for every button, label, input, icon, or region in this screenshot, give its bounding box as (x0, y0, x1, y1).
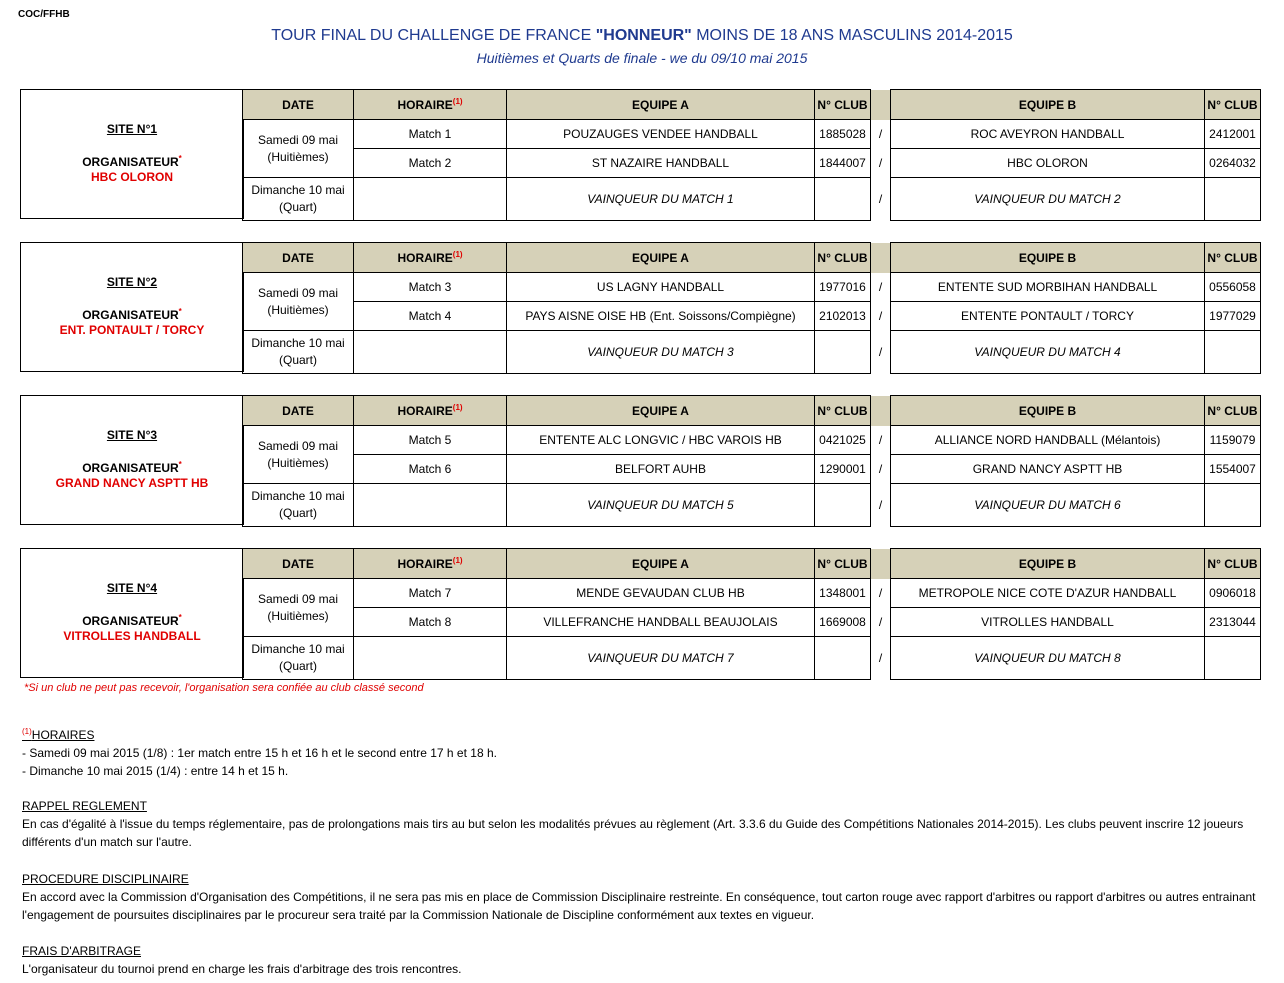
club-b-cell: 1159079 (1205, 426, 1261, 455)
organiser-name: GRAND NANCY ASPTT HB (55, 476, 209, 490)
matches-table (242, 242, 1261, 374)
horaires-line: - Samedi 09 mai 2015 (1/8) : 1er match entre 15 h et 16 h et le second entre 17 h et 18 h. (22, 746, 497, 760)
club-empty (1205, 178, 1261, 221)
organiser-label (21, 460, 243, 475)
day1-cell: Samedi 09 mai (Huitièmes) (243, 120, 354, 178)
versus-slash: / (878, 309, 883, 323)
club-empty (1205, 484, 1261, 527)
versus-slash: / (878, 280, 883, 294)
document-code: COC/FFHB (18, 9, 70, 20)
rappel-title: RAPPEL REGLEMENT (22, 799, 147, 813)
header-horaire (354, 243, 507, 273)
site-info (20, 242, 244, 372)
club-b-cell: 2412001 (1205, 120, 1261, 149)
header-team-b: EQUIPE B (891, 243, 1205, 273)
page-subtitle: Huitièmes et Quarts de finale - we du 09/10 mai 2015 (476, 50, 808, 66)
team-a-cell: ENTENTE ALC LONGVIC / HBC VAROIS HB (507, 426, 815, 455)
header-spacer (871, 549, 891, 579)
versus-slash: / (878, 156, 883, 170)
site-name: SITE N°2 (106, 275, 158, 289)
site-name: SITE N°4 (106, 581, 158, 595)
club-a-cell: 0421025 (815, 426, 871, 455)
club-empty (815, 331, 871, 374)
matches-table (242, 395, 1261, 527)
team-a-cell: VILLEFRANCHE HANDBALL BEAUJOLAIS (507, 608, 815, 637)
day2-cell: Dimanche 10 mai (Quart) (243, 637, 354, 680)
team-b-cell: HBC OLORON (891, 149, 1205, 178)
organiser-label (21, 154, 243, 169)
club-a-cell: 1348001 (815, 579, 871, 608)
organiser-name: ENT. PONTAULT / TORCY (59, 323, 205, 337)
club-a-cell: 2102013 (815, 302, 871, 331)
organiser-label-text: ORGANISATEUR (82, 155, 179, 169)
versus-slash: / (878, 433, 883, 447)
horaires-line: - Dimanche 10 mai 2015 (1/4) : entre 14 h et 15 h. (22, 764, 289, 778)
header-club-b: N° CLUB (1205, 549, 1261, 579)
site-name: SITE N°1 (106, 122, 158, 136)
header-team-a: EQUIPE A (507, 549, 815, 579)
team-a-cell: PAYS AISNE OISE HB (Ent. Soissons/Compiègne) (507, 302, 815, 331)
club-empty (1205, 331, 1261, 374)
frais-line: L'organisateur du tournoi prend en charge les frais d'arbitrage des trois rencontres. (22, 962, 462, 976)
versus-slash: / (878, 586, 883, 600)
header-team-a: EQUIPE A (507, 90, 815, 120)
header-horaire-note: (1) (452, 556, 463, 565)
horaires-note: (1) (22, 727, 32, 736)
header-team-a: EQUIPE A (507, 243, 815, 273)
title-bold: "HONNEUR" (595, 27, 692, 44)
header-date: DATE (243, 549, 354, 579)
organiser-label-text: ORGANISATEUR (82, 614, 179, 628)
rappel-line: En cas d'égalité à l'issue du temps réglementaire, pas de prolongations mais tirs au but selon les modalités prévues au règlement (Art. 3.3.6 du Guide des Compétitions Nationales 2014-2015). Les clubs peuvent inscrire 12 joueurs (22, 817, 1244, 831)
versus-slash: / (878, 345, 883, 359)
header-horaire-text: HORAIRE (397, 557, 453, 571)
header-spacer (871, 396, 891, 426)
team-b-cell: ROC AVEYRON HANDBALL (891, 120, 1205, 149)
header-horaire-text: HORAIRE (397, 251, 453, 265)
procedure-section (22, 870, 1256, 924)
winner-b-cell: VAINQUEUR DU MATCH 4 (891, 331, 1205, 374)
team-b-cell: ENTENTE PONTAULT / TORCY (891, 302, 1205, 331)
site-info (20, 548, 244, 678)
header-date: DATE (243, 90, 354, 120)
header-club-a: N° CLUB (815, 396, 871, 426)
club-empty (815, 178, 871, 221)
match-label: Match 7 (354, 579, 507, 608)
header-club-a: N° CLUB (815, 90, 871, 120)
day1-cell: Samedi 09 mai (Huitièmes) (243, 273, 354, 331)
procedure-line: l'engagement de poursuites disciplinaires par le procureur sera traité par la Commission Nationale de Discipline conformément aux textes en vigueur. (22, 908, 815, 922)
organiser-asterisk: * (178, 613, 182, 622)
club-a-cell: 1885028 (815, 120, 871, 149)
site-block (20, 395, 1262, 525)
club-empty (815, 637, 871, 680)
day2-cell: Dimanche 10 mai (Quart) (243, 484, 354, 527)
horaires-title (22, 723, 497, 744)
club-a-cell: 1844007 (815, 149, 871, 178)
site-block (20, 89, 1262, 219)
page-title (0, 27, 1284, 45)
frais-section (22, 942, 462, 978)
organiser-asterisk: * (178, 154, 182, 163)
rappel-section (22, 797, 1243, 851)
club-a-cell: 1669008 (815, 608, 871, 637)
match-label: Match 5 (354, 426, 507, 455)
organiser-name: HBC OLORON (91, 170, 173, 184)
organiser-asterisk: * (178, 307, 182, 316)
team-a-cell: US LAGNY HANDBALL (507, 273, 815, 302)
organiser-name: VITROLLES HANDBALL (63, 629, 201, 643)
footnote: *Si un club ne peut pas recevoir, l'organisation sera confiée au club classé second (24, 682, 424, 694)
header-club-b: N° CLUB (1205, 243, 1261, 273)
team-b-cell: METROPOLE NICE COTE D'AZUR HANDBALL (891, 579, 1205, 608)
club-empty (815, 484, 871, 527)
club-b-cell: 1977029 (1205, 302, 1261, 331)
team-a-cell: POUZAUGES VENDEE HANDBALL (507, 120, 815, 149)
match-label: Match 8 (354, 608, 507, 637)
procedure-line: En accord avec la Commission d'Organisation des Compétitions, il ne sera pas mis en place de Commission Disciplinaire restreinte. En conséquence, tout carton rouge avec rapport d'arbitres ou rapport d'arbitres ou autres entrainant (22, 890, 1256, 904)
organiser-asterisk: * (178, 460, 182, 469)
winner-b-cell: VAINQUEUR DU MATCH 6 (891, 484, 1205, 527)
header-team-b: EQUIPE B (891, 396, 1205, 426)
organiser-label (21, 613, 243, 628)
header-club-b: N° CLUB (1205, 396, 1261, 426)
versus-slash: / (878, 192, 883, 206)
organiser-label-text: ORGANISATEUR (82, 308, 179, 322)
team-b-cell: ALLIANCE NORD HANDBALL (Mélantois) (891, 426, 1205, 455)
horaire-empty (354, 331, 507, 374)
club-b-cell: 0556058 (1205, 273, 1261, 302)
header-team-a: EQUIPE A (507, 396, 815, 426)
versus-slash: / (878, 615, 883, 629)
match-label: Match 2 (354, 149, 507, 178)
versus-slash: / (878, 462, 883, 476)
winner-b-cell: VAINQUEUR DU MATCH 8 (891, 637, 1205, 680)
match-label: Match 4 (354, 302, 507, 331)
header-horaire-note: (1) (452, 403, 463, 412)
match-label: Match 3 (354, 273, 507, 302)
site-block (20, 548, 1262, 678)
header-club-b: N° CLUB (1205, 90, 1261, 120)
procedure-title: PROCEDURE DISCIPLINAIRE (22, 872, 189, 886)
header-horaire (354, 90, 507, 120)
header-horaire-text: HORAIRE (397, 98, 453, 112)
header-date: DATE (243, 243, 354, 273)
club-b-cell: 0264032 (1205, 149, 1261, 178)
team-b-cell: VITROLLES HANDBALL (891, 608, 1205, 637)
team-a-cell: BELFORT AUHB (507, 455, 815, 484)
header-club-a: N° CLUB (815, 243, 871, 273)
site-info (20, 89, 244, 219)
rappel-line: différents d'un match sur l'autre. (22, 835, 192, 849)
club-empty (1205, 637, 1261, 680)
site-info (20, 395, 244, 525)
header-horaire-note: (1) (452, 97, 463, 106)
winner-a-cell: VAINQUEUR DU MATCH 7 (507, 637, 815, 680)
header-spacer (871, 243, 891, 273)
winner-b-cell: VAINQUEUR DU MATCH 2 (891, 178, 1205, 221)
match-label: Match 6 (354, 455, 507, 484)
winner-a-cell: VAINQUEUR DU MATCH 1 (507, 178, 815, 221)
site-block (20, 242, 1262, 372)
team-b-cell: GRAND NANCY ASPTT HB (891, 455, 1205, 484)
winner-a-cell: VAINQUEUR DU MATCH 5 (507, 484, 815, 527)
frais-title: FRAIS D'ARBITRAGE (22, 944, 141, 958)
horaires-section (22, 723, 497, 780)
organiser-label-text: ORGANISATEUR (82, 461, 179, 475)
day2-cell: Dimanche 10 mai (Quart) (243, 178, 354, 221)
header-horaire (354, 549, 507, 579)
horaire-empty (354, 637, 507, 680)
day1-cell: Samedi 09 mai (Huitièmes) (243, 579, 354, 637)
winner-a-cell: VAINQUEUR DU MATCH 3 (507, 331, 815, 374)
header-horaire-text: HORAIRE (397, 404, 453, 418)
organiser-label (21, 307, 243, 322)
club-b-cell: 0906018 (1205, 579, 1261, 608)
matches-table (242, 89, 1261, 221)
team-a-cell: MENDE GEVAUDAN CLUB HB (507, 579, 815, 608)
versus-slash: / (878, 651, 883, 665)
matches-table (242, 548, 1261, 680)
header-team-b: EQUIPE B (891, 90, 1205, 120)
match-label: Match 1 (354, 120, 507, 149)
versus-slash: / (878, 498, 883, 512)
club-b-cell: 2313044 (1205, 608, 1261, 637)
team-a-cell: ST NAZAIRE HANDBALL (507, 149, 815, 178)
team-b-cell: ENTENTE SUD MORBIHAN HANDBALL (891, 273, 1205, 302)
site-name: SITE N°3 (106, 428, 158, 442)
club-a-cell: 1977016 (815, 273, 871, 302)
day1-cell: Samedi 09 mai (Huitièmes) (243, 426, 354, 484)
title-part-1: TOUR FINAL DU CHALLENGE DE FRANCE (271, 27, 596, 44)
header-club-a: N° CLUB (815, 549, 871, 579)
club-a-cell: 1290001 (815, 455, 871, 484)
title-part-2: MOINS DE 18 ANS MASCULINS 2014-2015 (691, 27, 1013, 44)
club-b-cell: 1554007 (1205, 455, 1261, 484)
day2-cell: Dimanche 10 mai (Quart) (243, 331, 354, 374)
header-date: DATE (243, 396, 354, 426)
header-horaire-note: (1) (452, 250, 463, 259)
header-team-b: EQUIPE B (891, 549, 1205, 579)
header-horaire (354, 396, 507, 426)
horaire-empty (354, 484, 507, 527)
horaire-empty (354, 178, 507, 221)
horaires-title-text: HORAIRES (31, 728, 95, 742)
header-spacer (871, 90, 891, 120)
versus-slash: / (878, 127, 883, 141)
